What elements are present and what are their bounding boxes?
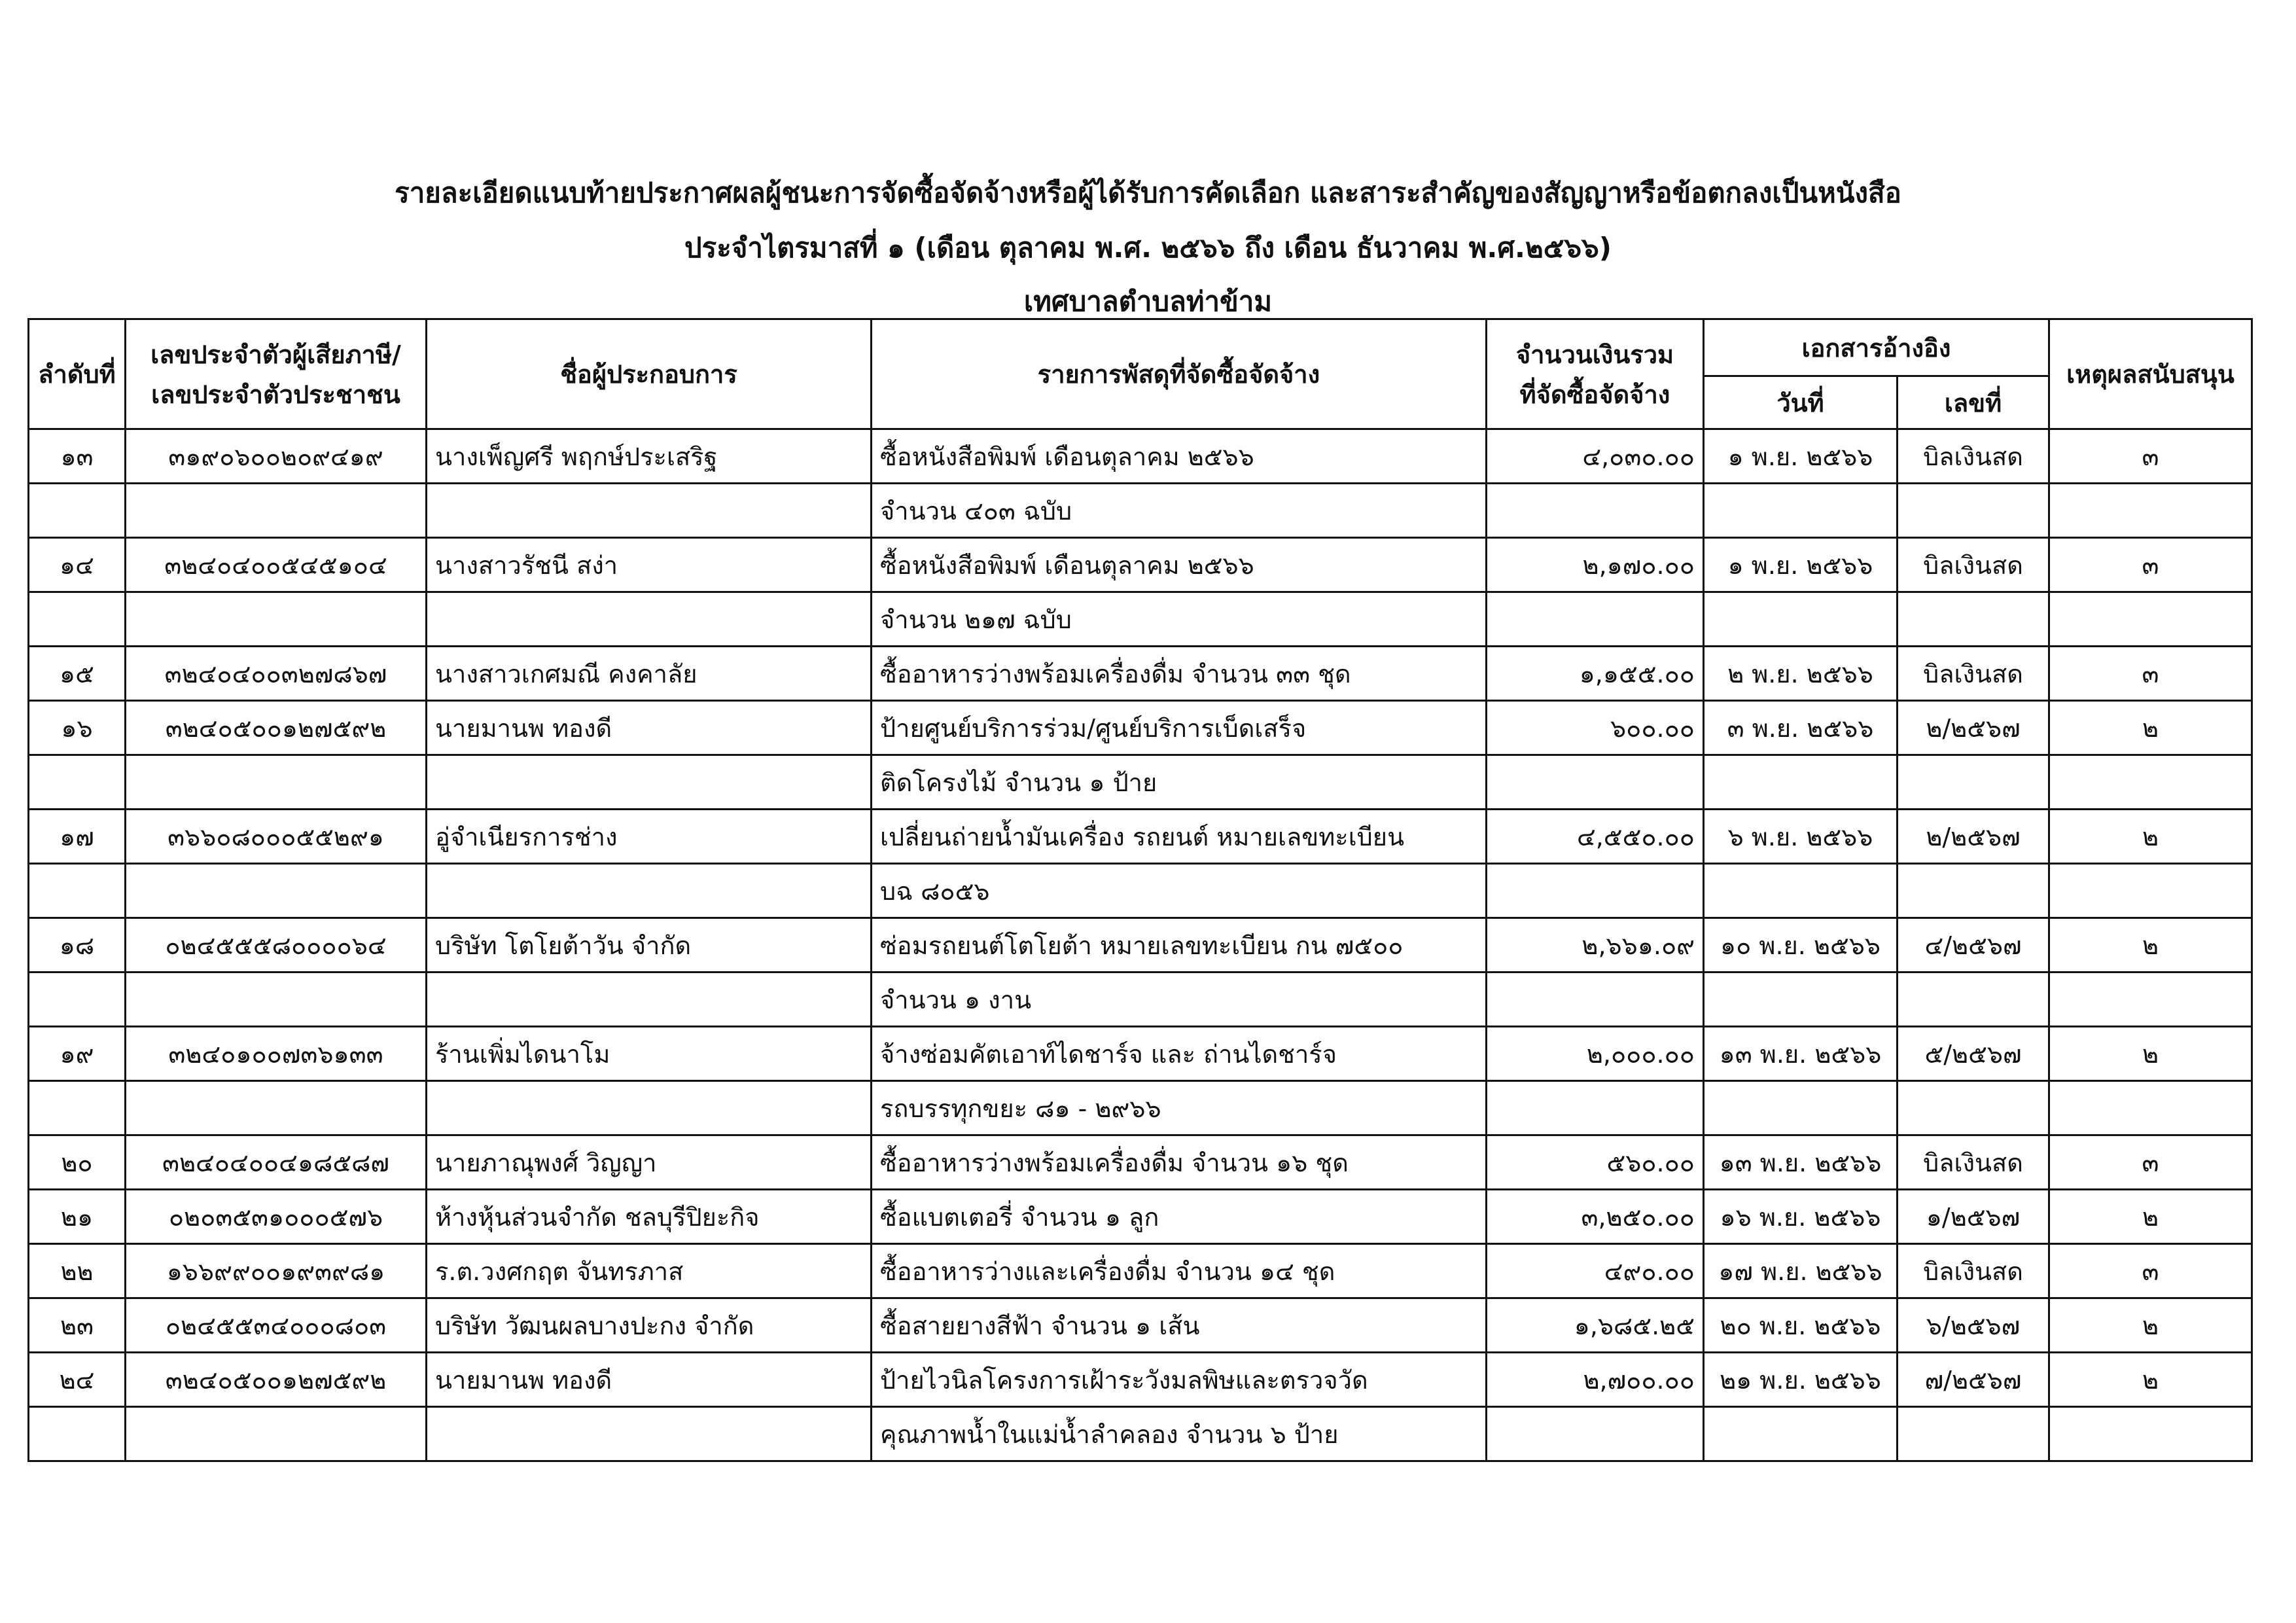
cell-taxid: ๓๒๔๐๕๐๐๑๒๗๕๙๒ (126, 1353, 427, 1407)
cell-amount (1487, 1407, 1704, 1461)
cell-vendor: นางสาวรัชนี สง่า (427, 538, 872, 592)
cell-amount: ๒,๑๗๐.๐๐ (1487, 538, 1704, 592)
cell-docno: บิลเงินสด (1898, 429, 2049, 484)
cell-reason (2049, 1407, 2252, 1461)
table-row (29, 429, 2252, 484)
header-reason: เหตุผลสนับสนุน (2049, 319, 2252, 429)
cell-no: ๒๑ (29, 1190, 126, 1244)
cell-taxid (126, 484, 427, 538)
cell-item: ป้ายไวนิลโครงการเฝ้าระวังมลพิษและตรวจวัด (872, 1353, 1487, 1407)
cell-docno (1898, 1407, 2049, 1461)
table-row (29, 864, 2252, 918)
cell-docno: ๒/๒๕๖๗ (1898, 810, 2049, 864)
cell-amount: ๔,๕๕๐.๐๐ (1487, 810, 1704, 864)
cell-date: ๒ พ.ย. ๒๕๖๖ (1704, 647, 1898, 701)
cell-taxid: ๓๒๔๐๔๐๐๓๒๗๘๖๗ (126, 647, 427, 701)
header-amount-line2: ที่จัดซื้อจัดจ้าง (1519, 380, 1670, 409)
cell-date: ๑๗ พ.ย. ๒๕๖๖ (1704, 1244, 1898, 1298)
cell-vendor (427, 864, 872, 918)
cell-reason (2049, 864, 2252, 918)
table-row (29, 972, 2252, 1027)
cell-date: ๒๐ พ.ย. ๒๕๖๖ (1704, 1298, 1898, 1353)
cell-docno (1898, 484, 2049, 538)
cell-vendor: นางเพ็ญศรี พฤกษ์ประเสริฐ (427, 429, 872, 484)
table-row (29, 701, 2252, 755)
cell-vendor: นางสาวเกศมณี คงคาลัย (427, 647, 872, 701)
table-row (29, 1027, 2252, 1081)
cell-amount: ๒,๐๐๐.๐๐ (1487, 1027, 1704, 1081)
cell-vendor: ร้านเพิ่มไดนาโม (427, 1027, 872, 1081)
document-period: ประจำไตรมาสที่ ๑ (เดือน ตุลาคม พ.ศ. ๒๕๖๖ ถึง เดือน ธันวาคม พ.ศ.๒๕๖๖) (684, 232, 1612, 264)
cell-docno: ๗/๒๕๖๗ (1898, 1353, 2049, 1407)
table-row (29, 810, 2252, 864)
cell-date (1704, 864, 1898, 918)
cell-taxid (126, 1081, 427, 1135)
cell-no (29, 755, 126, 810)
cell-vendor: นายภาณุพงศ์ วิญญา (427, 1135, 872, 1190)
cell-amount: ๔,๐๓๐.๐๐ (1487, 429, 1704, 484)
cell-date (1704, 755, 1898, 810)
cell-vendor (427, 1081, 872, 1135)
cell-vendor: นายมานพ ทองดี (427, 1353, 872, 1407)
cell-docno: บิลเงินสด (1898, 1244, 2049, 1298)
header-items: รายการพัสดุที่จัดซื้อจัดจ้าง (872, 319, 1487, 429)
cell-item: เปลี่ยนถ่ายน้ำมันเครื่อง รถยนต์ หมายเลขทะเบียน (872, 810, 1487, 864)
cell-reason (2049, 972, 2252, 1027)
cell-amount: ๑,๑๕๕.๐๐ (1487, 647, 1704, 701)
cell-amount: ๒,๖๖๑.๐๙ (1487, 918, 1704, 972)
cell-amount (1487, 864, 1704, 918)
cell-no (29, 484, 126, 538)
cell-reason (2049, 755, 2252, 810)
header-docno: เลขที่ (1898, 376, 2049, 429)
cell-docno: บิลเงินสด (1898, 538, 2049, 592)
cell-item: ซื้อแบตเตอรี่ จำนวน ๑ ลูก (872, 1190, 1487, 1244)
cell-taxid: ๑๖๖๙๙๐๐๑๙๓๙๘๑ (126, 1244, 427, 1298)
cell-reason: ๒ (2049, 810, 2252, 864)
cell-reason: ๒ (2049, 1190, 2252, 1244)
cell-vendor (427, 592, 872, 647)
cell-no (29, 592, 126, 647)
cell-date (1704, 592, 1898, 647)
cell-date (1704, 484, 1898, 538)
cell-date: ๑๖ พ.ย. ๒๕๖๖ (1704, 1190, 1898, 1244)
header-refdoc: เอกสารอ้างอิง (1704, 319, 2049, 376)
cell-item: จ้างซ่อมคัตเอาท์ไดชาร์จ และ ถ่านไดชาร์จ (872, 1027, 1487, 1081)
cell-date: ๒๑ พ.ย. ๒๕๖๖ (1704, 1353, 1898, 1407)
cell-item: ซื้ออาหารว่างพร้อมเครื่องดื่ม จำนวน ๑๖ ชุด (872, 1135, 1487, 1190)
cell-reason: ๒ (2049, 1298, 2252, 1353)
cell-no (29, 972, 126, 1027)
table-row (29, 918, 2252, 972)
cell-docno: ๖/๒๕๖๗ (1898, 1298, 2049, 1353)
cell-item: ซื้อสายยางสีฟ้า จำนวน ๑ เส้น (872, 1298, 1487, 1353)
table-row (29, 647, 2252, 701)
cell-taxid: ๐๒๐๓๕๓๑๐๐๐๕๗๖ (126, 1190, 427, 1244)
cell-no: ๑๗ (29, 810, 126, 864)
cell-no: ๒๔ (29, 1353, 126, 1407)
cell-docno (1898, 1081, 2049, 1135)
cell-amount: ๔๙๐.๐๐ (1487, 1244, 1704, 1298)
cell-amount: ๒,๗๐๐.๐๐ (1487, 1353, 1704, 1407)
cell-taxid (126, 1407, 427, 1461)
cell-docno (1898, 864, 2049, 918)
cell-amount (1487, 1081, 1704, 1135)
cell-item: จำนวน ๔๐๓ ฉบับ (872, 484, 1487, 538)
table-row (29, 755, 2252, 810)
cell-vendor (427, 972, 872, 1027)
cell-amount: ๓,๒๕๐.๐๐ (1487, 1190, 1704, 1244)
cell-no: ๒๒ (29, 1244, 126, 1298)
cell-item: จำนวน ๒๑๗ ฉบับ (872, 592, 1487, 647)
cell-date (1704, 1081, 1898, 1135)
cell-item: ซื้ออาหารว่างและเครื่องดื่ม จำนวน ๑๔ ชุด (872, 1244, 1487, 1298)
table-body (29, 429, 2252, 1461)
cell-reason (2049, 592, 2252, 647)
cell-docno: ๒/๒๕๖๗ (1898, 701, 2049, 755)
table-row (29, 1298, 2252, 1353)
cell-reason: ๒ (2049, 701, 2252, 755)
cell-taxid (126, 755, 427, 810)
cell-date (1704, 972, 1898, 1027)
table-row (29, 1244, 2252, 1298)
cell-date: ๓ พ.ย. ๒๕๖๖ (1704, 701, 1898, 755)
cell-no: ๑๘ (29, 918, 126, 972)
table-row (29, 1081, 2252, 1135)
cell-date: ๑๓ พ.ย. ๒๕๖๖ (1704, 1135, 1898, 1190)
cell-reason: ๒ (2049, 918, 2252, 972)
cell-reason: ๓ (2049, 538, 2252, 592)
cell-no: ๑๖ (29, 701, 126, 755)
cell-no: ๑๙ (29, 1027, 126, 1081)
cell-taxid (126, 864, 427, 918)
cell-item: บฉ ๘๐๕๖ (872, 864, 1487, 918)
cell-amount (1487, 755, 1704, 810)
cell-reason (2049, 484, 2252, 538)
cell-taxid: ๓๖๖๐๘๐๐๐๕๕๒๙๑ (126, 810, 427, 864)
table-row (29, 592, 2252, 647)
organization-name: เทศบาลตำบลท่าข้าม (1023, 285, 1273, 317)
cell-item: รถบรรทุกขยะ ๘๑ - ๒๙๖๖ (872, 1081, 1487, 1135)
table-row (29, 484, 2252, 538)
cell-reason: ๓ (2049, 1135, 2252, 1190)
cell-taxid: ๓๒๔๐๕๐๐๑๒๗๕๙๒ (126, 701, 427, 755)
cell-docno (1898, 592, 2049, 647)
cell-taxid: ๓๑๙๐๖๐๐๒๐๙๔๑๙ (126, 429, 427, 484)
table-row (29, 1135, 2252, 1190)
cell-vendor: ห้างหุ้นส่วนจำกัด ชลบุรีปิยะกิจ (427, 1190, 872, 1244)
cell-date: ๑ พ.ย. ๒๕๖๖ (1704, 538, 1898, 592)
document-title: รายละเอียดแนบท้ายประกาศผลผู้ชนะการจัดซื้อจัดจ้างหรือผู้ได้รับการคัดเลือก และสาระสำคัญของสัญญาหรือข้อตกลงเป็นหนังสือ (395, 177, 1901, 209)
cell-amount: ๖๐๐.๐๐ (1487, 701, 1704, 755)
cell-amount (1487, 484, 1704, 538)
cell-no (29, 1407, 126, 1461)
cell-reason (2049, 1081, 2252, 1135)
cell-vendor: อู่จำเนียรการช่าง (427, 810, 872, 864)
cell-item: ซ่อมรถยนต์โตโยต้า หมายเลขทะเบียน กน ๗๕๐๐ (872, 918, 1487, 972)
cell-reason: ๓ (2049, 1244, 2252, 1298)
cell-docno: ๔/๒๕๖๗ (1898, 918, 2049, 972)
header-taxid-line2: เลขประจำตัวประชาชน (151, 380, 400, 409)
cell-item: ซื้อหนังสือพิมพ์ เดือนตุลาคม ๒๕๖๖ (872, 429, 1487, 484)
cell-vendor: บริษัท โตโยต้าวัน จำกัด (427, 918, 872, 972)
cell-no: ๑๓ (29, 429, 126, 484)
cell-taxid (126, 972, 427, 1027)
cell-docno: บิลเงินสด (1898, 1135, 2049, 1190)
cell-docno: บิลเงินสด (1898, 647, 2049, 701)
cell-item: ป้ายศูนย์บริการร่วม/ศูนย์บริการเบ็ดเสร็จ (872, 701, 1487, 755)
cell-reason: ๒ (2049, 1353, 2252, 1407)
cell-date: ๑ พ.ย. ๒๕๖๖ (1704, 429, 1898, 484)
cell-vendor (427, 484, 872, 538)
cell-vendor (427, 1407, 872, 1461)
header-date: วันที่ (1704, 376, 1898, 429)
cell-item: คุณภาพน้ำในแม่น้ำลำคลอง จำนวน ๖ ป้าย (872, 1407, 1487, 1461)
cell-amount (1487, 592, 1704, 647)
procurement-table (27, 318, 2253, 1462)
cell-no: ๑๕ (29, 647, 126, 701)
cell-taxid: ๓๒๔๐๔๐๐๔๑๘๕๘๗ (126, 1135, 427, 1190)
table-row (29, 1407, 2252, 1461)
header-taxid (126, 319, 427, 429)
cell-amount: ๑,๖๘๕.๒๕ (1487, 1298, 1704, 1353)
cell-taxid: ๓๒๔๐๑๐๐๗๓๖๑๓๓ (126, 1027, 427, 1081)
cell-vendor: ร.ต.วงศกฤต จันทรภาส (427, 1244, 872, 1298)
cell-vendor (427, 755, 872, 810)
cell-date: ๑๓ พ.ย. ๒๕๖๖ (1704, 1027, 1898, 1081)
cell-docno (1898, 972, 2049, 1027)
header-amount-line1: จำนวนเงินรวม (1515, 340, 1674, 369)
header-taxid-line1: เลขประจำตัวผู้เสียภาษี/ (150, 340, 401, 369)
cell-item: จำนวน ๑ งาน (872, 972, 1487, 1027)
cell-no: ๒๓ (29, 1298, 126, 1353)
cell-vendor: นายมานพ ทองดี (427, 701, 872, 755)
cell-taxid: ๓๒๔๐๔๐๐๕๔๕๑๐๔ (126, 538, 427, 592)
cell-date (1704, 1407, 1898, 1461)
table-row (29, 1190, 2252, 1244)
header-vendor: ชื่อผู้ประกอบการ (427, 319, 872, 429)
cell-reason: ๓ (2049, 647, 2252, 701)
cell-item: ติดโครงไม้ จำนวน ๑ ป้าย (872, 755, 1487, 810)
cell-no (29, 864, 126, 918)
header-no: ลำดับที่ (29, 319, 126, 429)
table-row (29, 538, 2252, 592)
cell-date: ๑๐ พ.ย. ๒๕๖๖ (1704, 918, 1898, 972)
cell-item: ซื้ออาหารว่างพร้อมเครื่องดื่ม จำนวน ๓๓ ชุด (872, 647, 1487, 701)
table-row (29, 1353, 2252, 1407)
cell-no (29, 1081, 126, 1135)
cell-no: ๑๔ (29, 538, 126, 592)
cell-date: ๖ พ.ย. ๒๕๖๖ (1704, 810, 1898, 864)
cell-item: ซื้อหนังสือพิมพ์ เดือนตุลาคม ๒๕๖๖ (872, 538, 1487, 592)
cell-docno: ๕/๒๕๖๗ (1898, 1027, 2049, 1081)
cell-amount: ๕๖๐.๐๐ (1487, 1135, 1704, 1190)
cell-vendor: บริษัท วัฒนผลบางปะกง จำกัด (427, 1298, 872, 1353)
cell-reason: ๒ (2049, 1027, 2252, 1081)
cell-amount (1487, 972, 1704, 1027)
cell-no: ๒๐ (29, 1135, 126, 1190)
cell-taxid (126, 592, 427, 647)
cell-docno (1898, 755, 2049, 810)
cell-taxid: ๐๒๔๕๕๕๘๐๐๐๐๖๔ (126, 918, 427, 972)
cell-docno: ๑/๒๕๖๗ (1898, 1190, 2049, 1244)
cell-reason: ๓ (2049, 429, 2252, 484)
cell-taxid: ๐๒๔๕๕๓๔๐๐๐๘๐๓ (126, 1298, 427, 1353)
header-amount (1487, 319, 1704, 429)
